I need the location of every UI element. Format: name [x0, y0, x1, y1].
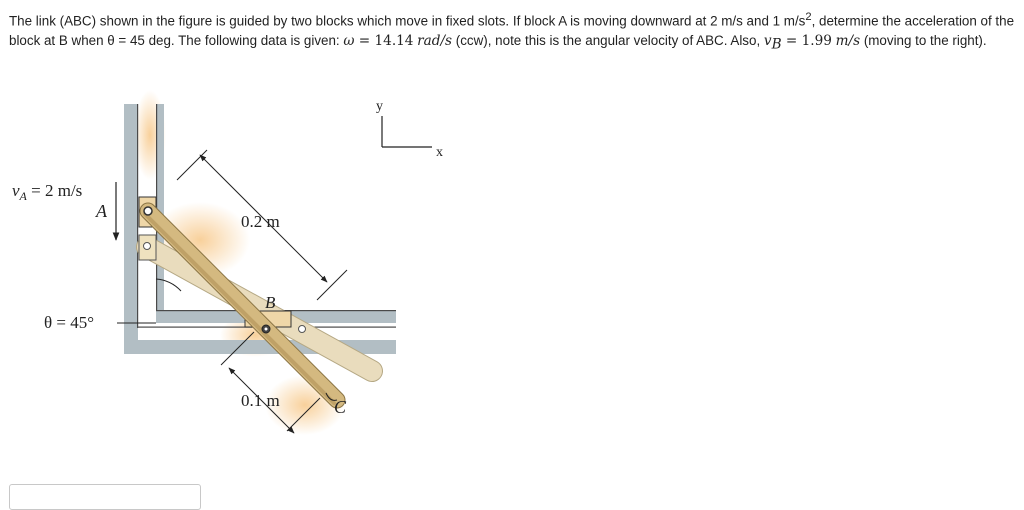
answer-input[interactable] [9, 484, 201, 510]
coordinate-axes [382, 116, 432, 147]
axis-x-label: x [436, 145, 443, 160]
point-b-label: B [265, 293, 276, 312]
problem-statement: The link (ABC) shown in the figure is guided by two blocks which move in fixed slots. If block A is moving downward at 2 m/s and 1 $m/s^2$, determine the acceleration of the block at B when θ = 45 deg. The following data is given: ω = 14.14 rad/s (ccw), note this is the angular velocity of ABC. Also, $v_B = 1.99$ m/s (moving to the right). [9, 11, 1015, 53]
dimension-upper-label: 0.2 m [241, 212, 280, 231]
mechanism-figure [0, 80, 1024, 484]
dimension-lower-label: 0.1 m [241, 391, 280, 410]
point-a-label: A [96, 201, 107, 221]
va-label: $v_A = 2$ m/s [12, 181, 83, 203]
axis-y-label: y [376, 99, 383, 114]
theta-label: θ = 45° [44, 313, 95, 332]
point-c-label: C [334, 397, 347, 417]
